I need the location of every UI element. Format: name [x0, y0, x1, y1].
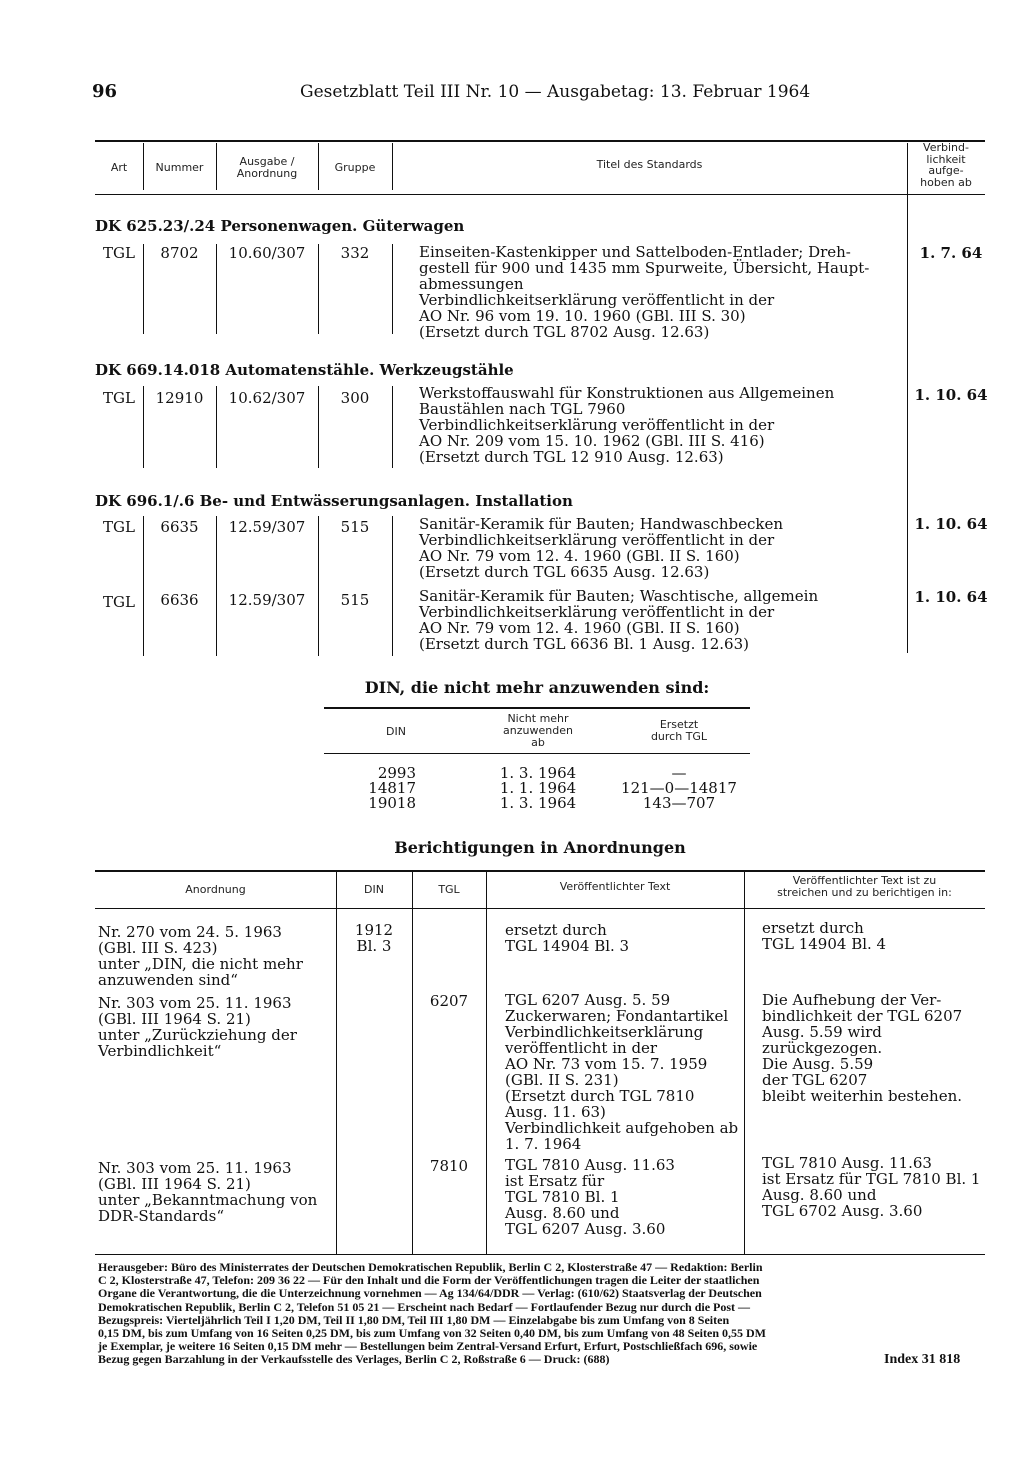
col-header-anordnung: Anordnung — [185, 883, 246, 896]
row-art: TGL — [103, 593, 135, 611]
row-ausgabe: 10.60/307 — [228, 244, 306, 262]
corrections-heading: Berichtigungen in Anordnungen — [394, 838, 686, 857]
row-ausgabe: 12.59/307 — [228, 518, 306, 536]
row-title: Einseiten-Kastenkipper und Sattelboden-Entlader; Dreh- gestell für 900 und 1435 mm Spurweite, Übersicht, Haupt- abmessungen Verbindlichkeitserklärung veröffentlicht in der AO Nr. 96 vom 19. 10. 1960 (GBl. III S. 30) (Ersetzt durch TGL 8702 Ausg. 12.63) — [419, 243, 870, 341]
page-number: 96 — [92, 81, 118, 102]
row-gruppe: 300 — [340, 389, 370, 407]
section-heading: DK 625.23/.24 Personenwagen. Güterwagen — [95, 217, 465, 235]
row-text: ersetzt durch TGL 14904 Bl. 3 — [505, 921, 630, 955]
col-header-tgl: TGL — [438, 883, 460, 896]
row-title: Werkstoffauswahl für Konstruktionen aus Allgemeinen Baustählen nach TGL 7960 Verbindlichkeitserklärung veröffentlicht in der AO Nr. 209 vom 15. 10. 1962 (GBl. III S. 416) (Ersetzt durch TGL 12 910 Ausg. 12.63) — [419, 384, 835, 466]
col-header-ersetzt: Ersetzt durch TGL — [650, 718, 708, 743]
row-text: TGL 6207 Ausg. 5. 59 Zuckerwaren; Fondantartikel Verbindlichkeitserklärung veröffentlicht in der AO Nr. 73 vom 15. 7. 1959 (GBl. II S. 231) (Ersetzt durch TGL 7810 Ausg. 11. 63) Verbindlichkeit aufgehoben ab 1. 7. 1964 — [505, 991, 739, 1153]
row-nummer: 6636 — [160, 591, 199, 609]
row-nummer: 12910 — [155, 389, 204, 407]
section-heading: DK 669.14.018 Automatenstähle. Werkzeugstähle — [95, 361, 514, 379]
row-ausgabe: 10.62/307 — [228, 389, 306, 407]
col-header-titel: Titel des Standards — [596, 158, 703, 171]
col-header-streichen: Veröffentlichter Text ist zu streichen und zu berichtigen in: — [777, 874, 952, 899]
row-tgl: 7810 — [429, 1157, 469, 1175]
row-nummer: 6635 — [160, 518, 199, 536]
col-header-verbindlichkeit: Verbind- lichkeit aufge- hoben ab — [920, 141, 972, 189]
col-header-art: Art — [110, 161, 128, 174]
col-header-ausgabe: Ausgabe / Anordnung — [236, 155, 298, 180]
row-art: TGL — [103, 389, 135, 407]
row-title: Sanitär-Keramik für Bauten; Handwaschbecken Verbindlichkeitserklärung veröffentlicht in der AO Nr. 79 vom 12. 4. 1960 (GBl. II S. 160) (Ersetzt durch TGL 6635 Ausg. 12.63) — [419, 515, 784, 581]
col-header-nicht-mehr: Nicht mehr anzuwenden ab — [503, 712, 573, 749]
row-text: TGL 7810 Ausg. 11.63 ist Ersatz für TGL 7810 Bl. 1 Ausg. 8.60 und TGL 6207 Ausg. 3.60 — [505, 1156, 675, 1238]
row-ausgabe: 12.59/307 — [228, 591, 306, 609]
row-date: 1. 10. 64 — [914, 515, 988, 533]
row-gruppe: 515 — [340, 518, 370, 536]
row-fix: Die Aufhebung der Ver- bindlichkeit der TGL 6207 Ausg. 5.59 wird zurückgezogen. Die Ausg. 5.59 der TGL 6207 bleibt weiterhin bestehen. — [762, 991, 963, 1105]
row-fix: ersetzt durch TGL 14904 Bl. 4 — [762, 919, 887, 953]
col-header-text: Veröffentlichter Text — [559, 880, 671, 893]
index-number: Index 31 818 — [884, 1352, 961, 1367]
row-date: 1. 10. 64 — [914, 386, 988, 404]
row-gruppe: 515 — [340, 591, 370, 609]
row-gruppe: 332 — [340, 244, 370, 262]
row-fix: TGL 7810 Ausg. 11.63 ist Ersatz für TGL 7810 Bl. 1 Ausg. 8.60 und TGL 6702 Ausg. 3.60 — [762, 1154, 981, 1220]
col-header-din: DIN — [386, 725, 406, 738]
row-din: 1912 Bl. 3 — [354, 921, 394, 955]
col-header-din: DIN — [364, 883, 384, 896]
row-anordnung: Nr. 303 vom 25. 11. 1963 (GBl. III 1964 S. 21) unter „Bekanntmachung von DDR-Standards“ — [98, 1159, 318, 1225]
row-title: Sanitär-Keramik für Bauten; Waschtische, allgemein Verbindlichkeitserklärung veröffentlicht in der AO Nr. 79 vom 12. 4. 1960 (GBl. II S. 160) (Ersetzt durch TGL 6636 Bl. 1 Ausg. 12.63) — [419, 587, 819, 653]
row-date: 1. 10. 64 — [914, 588, 988, 606]
col-header-nummer: Nummer — [155, 161, 204, 174]
row-art: TGL — [103, 518, 135, 536]
row-anordnung: Nr. 270 vom 24. 5. 1963 (GBl. III S. 423) unter „DIN, die nicht mehr anzuwenden sind“ — [98, 923, 303, 989]
row-anordnung: Nr. 303 vom 25. 11. 1963 (GBl. III 1964 S. 21) unter „Zurückziehung der Verbindlichkeit“ — [98, 994, 297, 1060]
page-header-title: Gesetzblatt Teil III Nr. 10 — Ausgabetag: 13. Februar 1964 — [300, 82, 811, 102]
col-header-gruppe: Gruppe — [334, 161, 376, 174]
imprint-text: Herausgeber: Büro des Ministerrates der Deutschen Demokratischen Republik, Berlin C 2, Klosterstraße 47 — Redaktion: Berlin C 2, Klosterstraße 47, Telefon: 209 36 22 — Für den Inhalt und die Form der Veröffentlichungen tragen die Leiter der staatlichen Organe die Verantwortung, die die Unterzeichnung vornehmen — Ag 134/64/DDR — Verlag: (610/62) Staatsverlag der Deutschen Demokratischen Republik, Berlin C 2, Telefon 51 05 21 — Erscheint nach Bedarf — Fortlaufender Bezug nur durch die Post — Bezugspreis: Vierteljährlich Teil I 1,20 DM, Teil II 1,80 DM, Teil III 1,80 DM — Einzelabgabe bis zum Umfang von 8 Seiten 0,15 DM, bis zum Umfang von 16 Seiten 0,25 DM, bis zum Umfang von 32 Seiten 0,40 DM, bis zum Umfang von 48 Seiten 0,55 DM je Exemplar, je weitere 16 Seiten 0,15 DM mehr — Bestellungen beim Zentral-Versand Erfurt, Erfurt, Postschließfach 696, sowie Bezug gegen Barzahlung in der Verkaufsstelle des Verlages, Berlin C 2, Roßstraße 6 — Druck: (688) — [98, 1260, 766, 1367]
din-table-heading: DIN, die nicht mehr anzuwenden sind: — [364, 678, 710, 697]
section-heading: DK 696.1/.6 Be- und Entwässerungsanlagen. Installation — [95, 492, 573, 510]
row-date: 1. 7. 64 — [919, 244, 983, 262]
row-tgl: 6207 — [429, 992, 469, 1010]
row-nummer: 8702 — [160, 244, 199, 262]
row-art: TGL — [103, 244, 135, 262]
